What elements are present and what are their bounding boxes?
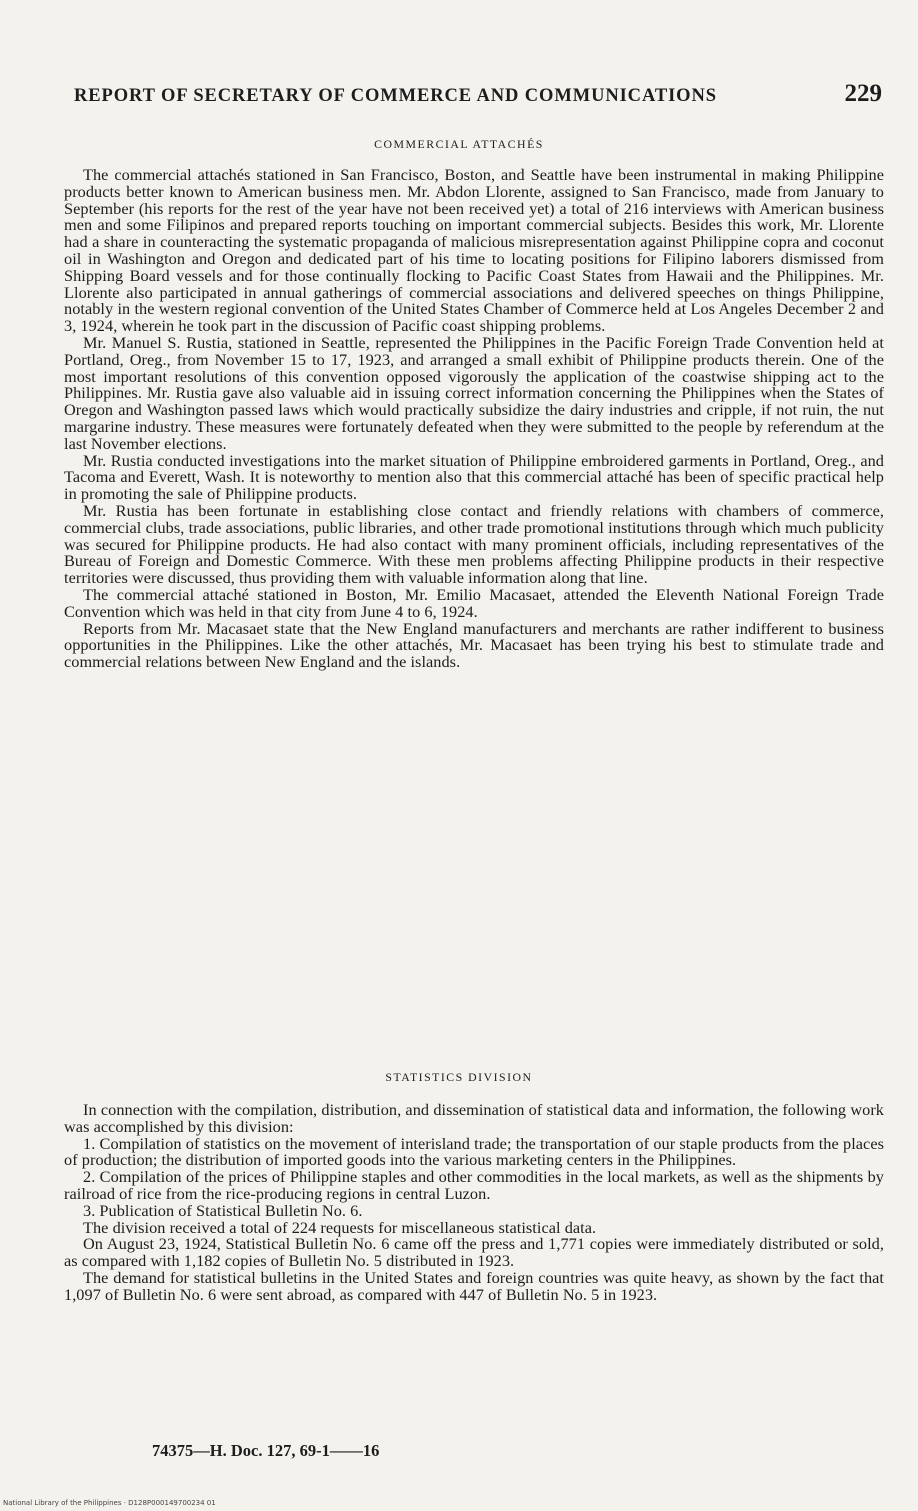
paragraph: Mr. Rustia conducted investigations into the market situation of Philippine embroidered garments in Portland, Oreg., and Tacoma and Everett, Wash. It is noteworthy to mention also that this commercial attaché has been of specific practical help in promoting the sale of Philippine products.: [64, 450, 884, 504]
list-item: 1. Compilation of statistics on the movement of interisland trade; the transportation of our staple products from the places of production; the distribution of imported goods into the various marketing centers in the Philippines.: [64, 1133, 884, 1170]
paragraph: On August 23, 1924, Statistical Bulletin No. 6 came off the press and 1,771 copies were immediately distributed or sold, as compared with 1,182 copies of Bulletin No. 5 distributed in 1923.: [64, 1234, 884, 1271]
list-item: 2. Compilation of the prices of Philippine staples and other commodities in the local markets, as well as the shipments by railroad of rice from the rice-producing regions in central Luzon.: [64, 1167, 884, 1203]
paragraph: In connection with the compilation, distribution, and dissemination of statistical data and information, the following work was accomplished by this division:: [64, 1100, 884, 1136]
paragraph: The demand for statistical bulletins in the United States and foreign countries was quite heavy, as shown by the fact that 1,097 of Bulletin No. 6 were sent abroad, as compared with 447 of Bulletin No. 5 in 1923.: [64, 1267, 884, 1304]
paragraph: Mr. Manuel S. Rustia, stationed in Seattle, represented the Philippines in the Pacific Foreign Trade Convention held at Portland, Oreg., from November 15 to 17, 1923, and arranged a small exhibit of Philippine products therein. One of the most important resolutions of this convention opposed vigorously the application of the coastwise shipping act to the Philippines. Mr. Rustia gave also valuable aid in issuing correct information concerning the Philippines when the States of Oregon and Washington passed laws which would practically subsidize the dairy industries and cripple, if not ruin, the nut margarine industry. These measures were fortunately defeated when they were submitted to the people by referendum at the last November elections.: [64, 332, 884, 453]
document-signature-line: 74375—H. Doc. 127, 69-1——16: [152, 1441, 380, 1460]
section-body-statistics-division: [64, 1102, 884, 1304]
section-heading-statistics-division: STATISTICS DIVISION: [385, 1070, 533, 1084]
paragraph: Reports from Mr. Macasaet state that the New England manufacturers and merchants are rather indifferent to business opportunities in the Philippines. Like the other attachés, Mr. Macasaet has been trying his best to stimulate trade and commercial relations between New England and the islands.: [64, 618, 884, 672]
section-body-commercial-attaches: [64, 167, 884, 671]
scan-credit: National Library of the Philippines · D128P000149700234 01: [3, 1499, 216, 1507]
section-heading-commercial-attaches: COMMERCIAL ATTACHÉS: [374, 137, 544, 151]
running-title: REPORT OF SECRETARY OF COMMERCE AND COMMUNICATIONS: [74, 86, 717, 106]
paragraph: The commercial attachés stationed in San Francisco, Boston, and Seattle have been instrumental in making Philippine products better known to American business men. Mr. Abdon Llorente, assigned to San Francisco, made from January to September (his reports for the rest of the year have not been received yet) a total of 216 interviews with American business men and some Filipinos and prepared reports touching on important commercial subjects. Besides this work, Mr. Llorente had a share in counteracting the systematic propaganda of malicious misrepresentation against Philippine copra and coconut oil in Washington and Oregon and dedicated part of his time to locating positions for Filipino laborers dismissed from Shipping Board vessels and for those continually flocking to Pacific Coast States from Hawaii and the Philippines. Mr. Llorente also participated in annual gatherings of commercial associations and delivered speeches on things Philippine, notably in the western regional convention of the United States Chamber of Commerce held at Los Angeles December 2 and 3, 1924, wherein he took part in the discussion of Pacific coast shipping problems.: [64, 165, 884, 336]
paragraph: The commercial attaché stationed in Boston, Mr. Emilio Macasaet, attended the Eleventh National Foreign Trade Convention which was held in that city from June 4 to 6, 1924.: [64, 584, 884, 621]
paragraph: Mr. Rustia has been fortunate in establishing close contact and friendly relations with chambers of commerce, commercial clubs, trade associations, public libraries, and other trade promotional institutions through which much publicity was secured for Philippine products. He had also contact with many prominent officials, including representatives of the Bureau of Foreign and Domestic Commerce. With these men problems affecting Philippine products in their respective territories were discussed, thus providing them with valuable information along that line.: [64, 500, 884, 588]
list-item: 3. Publication of Statistical Bulletin No. 6.: [83, 1200, 363, 1220]
page-number: 229: [844, 80, 882, 107]
paragraph: The division received a total of 224 requests for miscellaneous statistical data.: [83, 1217, 597, 1237]
running-head: [74, 80, 882, 114]
